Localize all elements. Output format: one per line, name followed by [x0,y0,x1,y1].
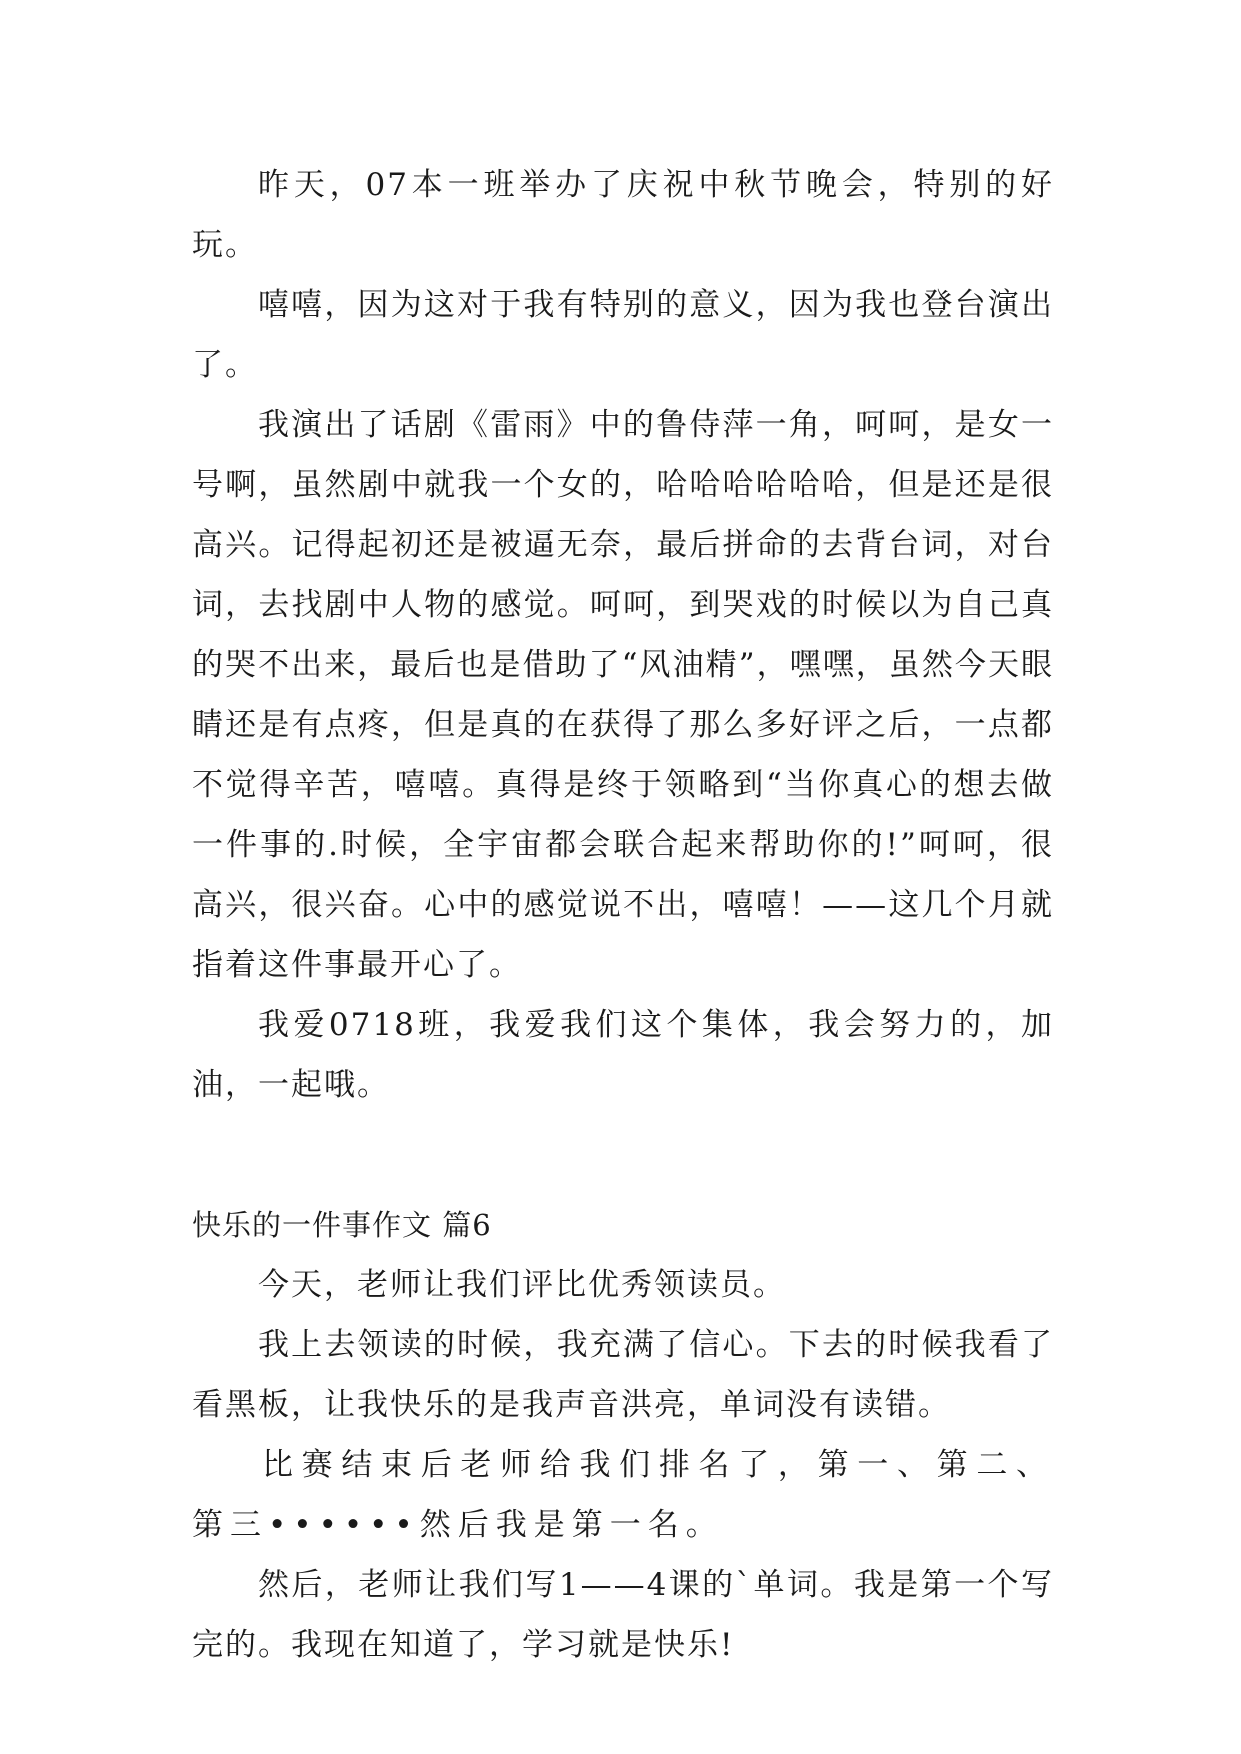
paragraph: 我爱0718班，我爱我们这个集体，我会努力的，加油，一起哦。 [192,1007,1054,1103]
document-page [192,155,1054,1675]
paragraph: 比赛结束后老师给我们排名了，第一、第二、第三••••••然后我是第一名。 [192,1447,1054,1543]
section-gap [192,1115,1054,1195]
paragraph: 我上去领读的时候，我充满了信心。下去的时候我看了看黑板，让我快乐的是我声音洪亮，单词没有读错。 [192,1327,1054,1423]
paragraph: 今天，老师让我们评比优秀领读员。 [258,1267,786,1303]
paragraph: 我演出了话剧《雷雨》中的鲁侍萍一角，呵呵，是女一号啊，虽然剧中就我一个女的，哈哈哈哈哈哈，但是还是很高兴。记得起初还是被逼无奈，最后拼命的去背台词，对台词，去找剧中人物的感觉。呵呵，到哭戏的时候以为自己真的哭不出来，最后也是借助了“风油精”，嘿嘿，虽然今天眼睛还是有点疼，但是真的在获得了那么多好评之后，一点都不觉得辛苦，嘻嘻。真得是终于领略到“当你真心的想去做一件事的.时候，全宇宙都会联合起来帮助你的!”呵呵，很高兴，很兴奋。心中的感觉说不出，嘻嘻！——这几个月就指着这件事最开心了。 [192,407,1054,983]
section-title: 快乐的一件事作文 篇6 [192,1208,492,1242]
paragraph: 昨天，07本一班举办了庆祝中秋节晚会，特别的好玩。 [192,167,1054,263]
paragraph: 嘻嘻，因为这对于我有特别的意义，因为我也登台演出了。 [192,287,1054,383]
paragraph: 然后，老师让我们写1——4课的`单词。我是第一个写完的。我现在知道了，学习就是快乐! [192,1567,1054,1663]
